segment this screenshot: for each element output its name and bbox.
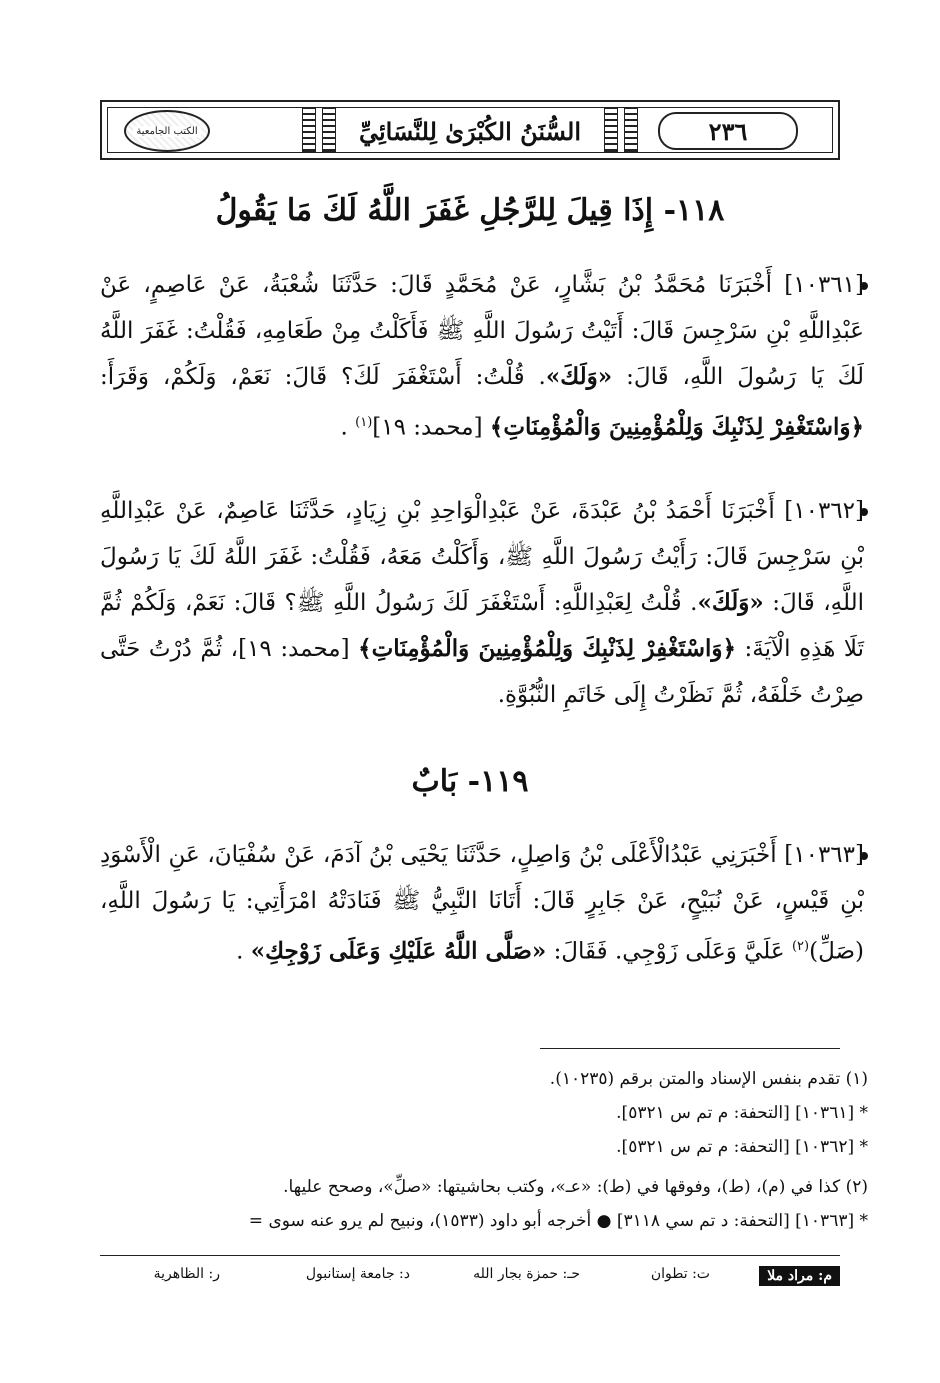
siglum: ر: الظاهرية — [153, 1266, 220, 1282]
hadith-quote: «وَلَكَ» — [545, 363, 613, 390]
hadith-paragraph — [100, 262, 864, 451]
hadith-text: عَلَيَّ وَعَلَى زَوْجِي. فَقَالَ: — [553, 938, 785, 965]
hadith-quote: «صَلَّى اللَّهُ عَلَيْكِ وَعَلَى زَوْجِكِ» — [250, 937, 547, 965]
siglum-badge: م: مراد ملا — [759, 1266, 840, 1286]
siglum: ت: تطوان — [650, 1266, 710, 1282]
verse-reference: [محمد: ١٩] — [372, 414, 483, 441]
footnote-marker[interactable]: (١) — [355, 415, 373, 430]
quran-verse: ﴿وَاسْتَغْفِرْ لِذَنْبِكَ وَلِلْمُؤْمِنِينَ وَالْمُؤْمِنَاتِ﴾ — [489, 413, 864, 441]
footnote: * [١٠٣٦٣] [التحفة: د تم سي ٣١١٨] ● أخرجه أبو داود (١٥٣٣)، ونبيح لم يرو عنه سوى = — [248, 1211, 868, 1231]
hadith-text: [محمد: ١٩]، ثُمَّ دُرْتُ حَتَّى صِرْتُ خَلْفَهُ، ثُمَّ نَظَرْتُ إِلَى خَاتَمِ النُّبُوَّةِ. — [100, 636, 864, 708]
ornament-strip — [302, 108, 316, 152]
chapter-title: ١١٩- بَابٌ — [411, 764, 529, 799]
quran-verse: ﴿وَاسْتَغْفِرْ لِذَنْبِكَ وَلِلْمُؤْمِنِينَ وَالْمُؤْمِنَاتِ﴾ — [358, 635, 736, 662]
footnote: * [١٠٣٦٢] [التحفة: م تم س ٥٣٢١]. — [616, 1137, 868, 1157]
footnote: (٢) كذا في (م)، (ط)، وفوقها في (ط): «عـ»، وكتب بحاشيتها: «صلِّ»، وصحح عليها. — [283, 1177, 868, 1197]
chapter-title: ١١٨- إِذَا قِيلَ لِلرَّجُلِ غَفَرَ اللَّهُ لَكَ مَا يَقُولُ — [215, 193, 725, 228]
hadith-quote: «وَلَكَ» — [697, 589, 764, 616]
footer-separator — [100, 1255, 840, 1256]
ornament-strip — [624, 108, 638, 152]
hadith-text: [١٠٣٦٣] أَخْبَرَنِي عَبْدُالْأَعْلَى بْنُ وَاصِلٍ، حَدَّثَنَا يَحْيَى بْنُ آدَمَ، عَنْ سُفْيَانَ، عَنِ الْأَسْوَدِ بْنِ قَيْسٍ، عَنْ نُبَيْحٍ، عَنْ جَابِرٍ قَالَ: أَتَانَا النَّبِيُّ ﷺ فَنَادَتْهُ امْرَأَتِي: يَا رَسُولَ اللَّهِ، (صَلِّ) — [100, 842, 864, 965]
hadith-paragraph — [100, 832, 864, 975]
hadith-text: . قُلْتُ: أَسْتَغْفَرَ لَكَ؟ قَالَ: نَعَمْ، وَلَكُمْ، وَقَرَأَ: — [100, 364, 546, 390]
end-mark: . — [340, 414, 348, 441]
end-mark: . — [236, 938, 244, 965]
hadith-paragraph — [100, 488, 864, 718]
footnote: (١) تقدم بنفس الإسناد والمتن برقم (١٠٢٣٥). — [549, 1069, 868, 1089]
manuscript-sigla — [100, 1266, 840, 1288]
hadith-text: [١٠٣٦١] أَخْبَرَنَا مُحَمَّدُ بْنُ بَشَّارٍ، عَنْ مُحَمَّدٍ قَالَ: حَدَّثَنَا شُعْبَةُ، عَنْ عَاصِمٍ، عَنْ عَبْدِاللَّهِ بْنِ سَرْجِسَ قَالَ: أَتَيْتُ رَسُولَ اللَّهِ ﷺ فَأَكَلْتُ مِنْ طَعَامِهِ، فَقُلْتُ: غَفَرَ اللَّهُ لَكَ يَا رَسُولَ اللَّهِ، قَالَ: — [100, 272, 865, 390]
page-number: ٢٣٦ — [658, 112, 798, 150]
siglum: د: جامعة إستانبول — [305, 1266, 410, 1282]
hadith-text: [١٠٣٦٢] أَخْبَرَنَا أَحْمَدُ بْنُ عَبْدَةَ، عَنْ عَبْدِالْوَاحِدِ بْنِ زِيَادٍ، حَدَّثَنَا عَاصِمٌ، عَنْ عَبْدِاللَّهِ بْنِ سَرْجِسَ قَالَ: رَأَيْتُ رَسُولَ اللَّهِ ﷺ، وَأَكَلْتُ مَعَهُ، فَقُلْتُ: غَفَرَ اللَّهُ لَكَ يَا رَسُولَ اللَّهِ، قَالَ: — [100, 498, 864, 616]
footnote-marker[interactable]: (٢) — [791, 939, 810, 954]
footnote-separator — [540, 1048, 840, 1049]
running-title: السُّنَنُ الكُبْرَىٰ لِلنَّسَائِيِّ — [358, 116, 582, 146]
running-header — [100, 100, 840, 160]
hadith-text: . قُلْتُ لِعَبْدِاللَّهِ: أَسْتَغْفَرَ لَكَ رَسُولُ اللَّهِ ﷺ؟ قَالَ: نَعَمْ، وَلَكُمْ ثُمَّ تَلَا هَذِهِ الْآيَةَ: — [100, 590, 865, 662]
logo-text: الكتب الجامعية — [133, 126, 200, 137]
footnote: * [١٠٣٦١] [التحفة: م تم س ٥٣٢١]. — [616, 1103, 868, 1123]
siglum: حـ: حمزة بجار الله — [473, 1266, 580, 1282]
publisher-logo-icon — [124, 110, 210, 152]
